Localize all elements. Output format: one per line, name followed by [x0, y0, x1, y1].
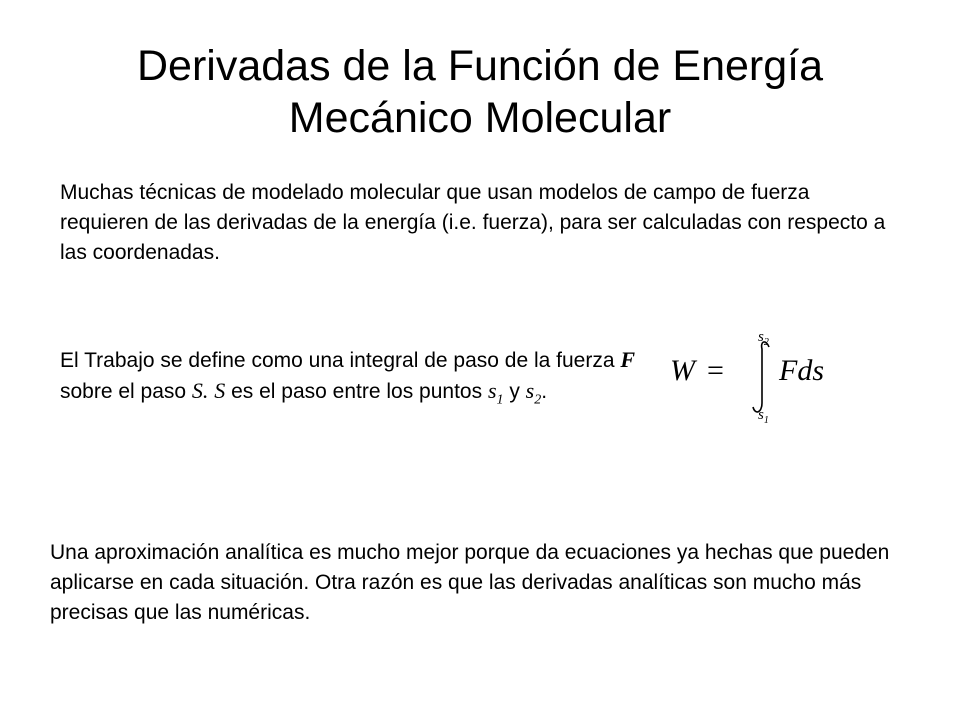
title-line-1: Derivadas de la Función de Energía [136, 42, 824, 90]
paragraph-analytic: Una aproximación analítica es mucho mejor porque da ecuaciones ya hechas que pueden aplicarse en cada situación. Otra razón es que las derivadas analíticas son mucho más precisas que las numéricas. [50, 541, 890, 624]
point-s1: $s_1$ [487, 378, 504, 408]
work-text-2: sobre el paso [60, 380, 192, 403]
paragraph-intro: Muchas técnicas de modelado molecular que usan modelos de campo de fuerza requieren de las derivadas de la energía (i.e. fuerza), para ser calculadas con respecto a las coordenadas. [60, 181, 886, 264]
work-integral-formula [665, 325, 865, 430]
formula-lhs: W [670, 354, 695, 387]
work-text-6: . [541, 380, 548, 403]
lower-limit: $s_1$ [758, 407, 769, 426]
formula-integrand: Fds [779, 354, 824, 387]
force-symbol: F [620, 347, 636, 372]
path-symbol-2: S [214, 378, 226, 403]
work-text-5: y [503, 380, 526, 403]
upper-limit: $s_2$ [758, 329, 769, 348]
path-symbol-1: S. [191, 378, 209, 403]
work-text-4: es el paso entre los puntos [225, 380, 488, 403]
title-line-2: Mecánico Molecular [288, 94, 672, 142]
paragraph-work-definition [60, 345, 660, 415]
formula-equals: = [707, 354, 724, 387]
work-text-1: El Trabajo se define como una integral de paso de la fuerza [60, 349, 621, 372]
point-s2: $s_2$ [525, 378, 542, 408]
integral-sign [753, 342, 769, 412]
slide-title [0, 40, 960, 144]
